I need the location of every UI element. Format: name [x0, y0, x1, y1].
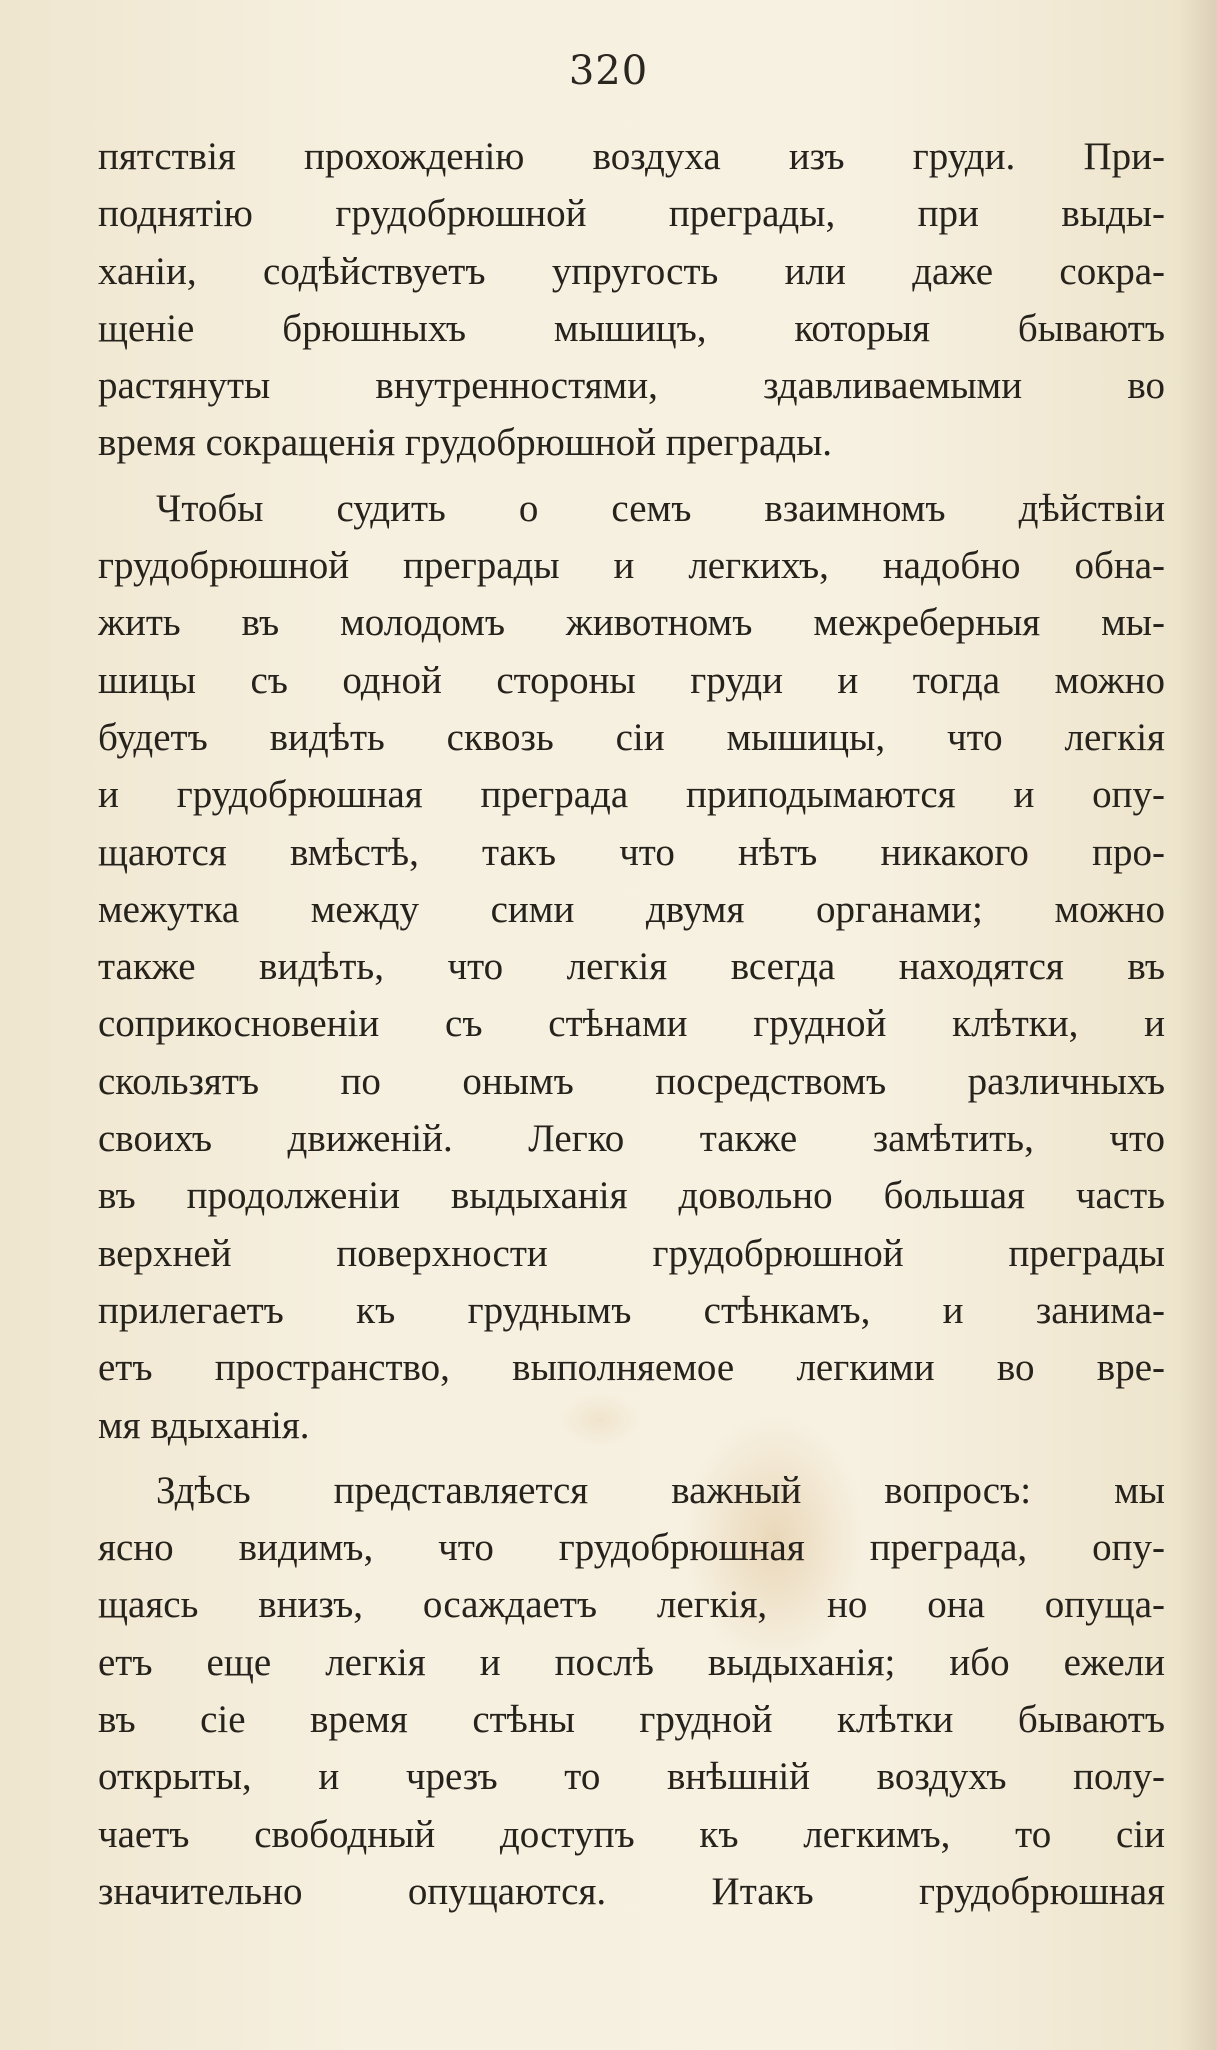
text-line: мя вдыханія.	[98, 1403, 310, 1447]
text-line: щаются вмѣстѣ, такъ что нѣтъ никакого про-	[98, 830, 1165, 874]
text-line: чаетъ свободный доступъ къ легкимъ, то сіи	[98, 1812, 1165, 1856]
text-line: Чтобы судить о семъ взаимномъ дѣйствіи	[156, 486, 1165, 530]
paragraph	[98, 1462, 1165, 1920]
text-line: соприкосновеніи съ стѣнами грудной клѣтки, и	[98, 1002, 1165, 1046]
text-line: щеніе брюшныхъ мышицъ, которыя бываютъ	[98, 306, 1165, 350]
text-line: будетъ видѣть сквозь сіи мышицы, что легкія	[98, 715, 1165, 759]
text-line: въ продолженіи выдыханія довольно большая часть	[98, 1174, 1165, 1218]
text-line: и грудобрюшная преграда приподымаются и опу-	[98, 773, 1165, 817]
text-line: въ сіе время стѣны грудной клѣтки бываютъ	[98, 1698, 1165, 1742]
text-line: межутка между сими двумя органами; можно	[98, 887, 1165, 931]
text-line: поднятію грудобрюшной преграды, при выды-	[98, 192, 1165, 236]
text-line: пятствія прохожденію воздуха изъ груди. При-	[98, 135, 1165, 178]
text-line: также видѣть, что легкія всегда находятся въ	[98, 945, 1165, 989]
text-line: шицы съ одной стороны груди и тогда можно	[98, 658, 1165, 702]
paragraph	[98, 480, 1165, 1454]
text-line: етъ пространство, выполняемое легкими во вре-	[98, 1346, 1165, 1390]
text-line: скользятъ по онымъ посредствомъ различныхъ	[98, 1059, 1165, 1103]
page-number: 320	[568, 48, 649, 94]
text-line: ханіи, содѣйствуетъ упругость или даже сокра-	[98, 249, 1165, 293]
text-line: етъ еще легкія и послѣ выдыханія; ибо ежели	[98, 1640, 1165, 1684]
body-text	[98, 128, 1165, 1920]
text-line: верхней поверхности грудобрюшной преграды	[98, 1231, 1165, 1275]
text-line: своихъ движеній. Легко также замѣтить, что	[98, 1117, 1165, 1161]
text-line: время сокращенія грудобрюшной преграды.	[98, 421, 833, 465]
text-line: открыты, и чрезъ то внѣшній воздухъ полу-	[98, 1755, 1165, 1799]
text-line: жить въ молодомъ животномъ межреберныя мы-	[98, 601, 1165, 645]
paragraph-gap	[98, 1454, 1165, 1462]
text-line: значительно опущаются. Итакъ грудобрюшная	[98, 1869, 1165, 1913]
text-line: щаясь внизъ, осаждаетъ легкія, но она опуща-	[98, 1583, 1165, 1627]
text-line: растянуты внутренностями, здавливаемыми во	[98, 364, 1165, 408]
paragraph-gap	[98, 472, 1165, 480]
paragraph	[98, 128, 1165, 472]
text-line: грудобрюшной преграды и легкихъ, надобно обна-	[98, 544, 1165, 588]
text-line: ясно видимъ, что грудобрюшная преграда, опу-	[98, 1526, 1165, 1570]
page-edge-shadow	[1177, 0, 1217, 2050]
text-line: Здѣсь представляется важный вопросъ: мы	[156, 1468, 1165, 1512]
text-line: прилегаетъ къ груднымъ стѣнкамъ, и занима-	[98, 1288, 1165, 1332]
